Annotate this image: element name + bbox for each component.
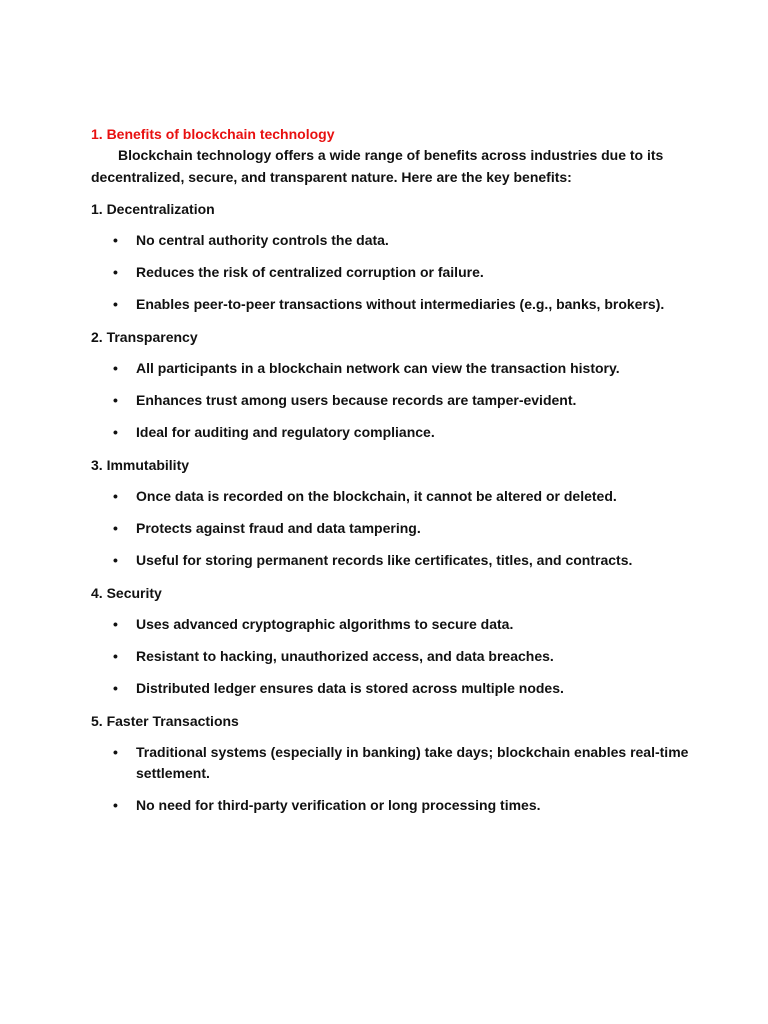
list-item — [91, 422, 691, 443]
bullet-list — [91, 230, 691, 315]
list-item-text: Enables peer-to-peer transactions without intermediaries (e.g., banks, brokers). — [136, 296, 665, 312]
list-item — [91, 230, 691, 251]
list-item-text: All participants in a blockchain network can view the transaction history. — [136, 360, 620, 376]
bullet-icon: • — [113, 680, 118, 696]
bullet-list — [91, 358, 691, 443]
bullet-icon: • — [113, 520, 118, 536]
bullet-icon: • — [113, 360, 118, 376]
list-item — [91, 742, 691, 784]
list-item — [91, 358, 691, 379]
bullet-icon: • — [113, 616, 118, 632]
list-item-text: Uses advanced cryptographic algorithms to secure data. — [136, 616, 514, 632]
section-title: 5. Faster Transactions — [91, 713, 239, 729]
list-item-text: Once data is recorded on the blockchain, it cannot be altered or deleted. — [136, 488, 617, 504]
bullet-icon: • — [113, 392, 118, 408]
list-item-text: No central authority controls the data. — [136, 232, 389, 248]
bullet-list — [91, 486, 691, 571]
list-item-text: Distributed ledger ensures data is stored across multiple nodes. — [136, 680, 564, 696]
list-item-text: Traditional systems (especially in banking) take days; blockchain enables real-time settlement. — [136, 744, 689, 781]
list-item — [91, 614, 691, 635]
bullet-icon: • — [113, 552, 118, 568]
list-item-text: Ideal for auditing and regulatory compliance. — [136, 424, 435, 440]
list-item — [91, 486, 691, 507]
list-item — [91, 646, 691, 667]
list-item-text: Enhances trust among users because records are tamper-evident. — [136, 392, 577, 408]
bullet-list — [91, 614, 691, 699]
list-item-text: Resistant to hacking, unauthorized access, and data breaches. — [136, 648, 554, 664]
section-title: 4. Security — [91, 585, 162, 601]
list-item-text: Protects against fraud and data tampering. — [136, 520, 421, 536]
bullet-icon: • — [113, 264, 118, 280]
list-item — [91, 390, 691, 411]
bullet-icon: • — [113, 232, 118, 248]
list-item-text: No need for third-party verification or long processing times. — [136, 797, 541, 813]
list-item-text: Useful for storing permanent records like certificates, titles, and contracts. — [136, 552, 633, 568]
intro-paragraph: Blockchain technology offers a wide range of benefits across industries due to its decentralized, secure, and transparent nature. Here are the key benefits: — [91, 147, 664, 185]
list-item — [91, 262, 691, 283]
sections-container — [91, 198, 691, 816]
bullet-list — [91, 742, 691, 816]
document-page — [91, 124, 691, 827]
section-title: 2. Transparency — [91, 329, 198, 345]
list-item — [91, 678, 691, 699]
list-item — [91, 795, 691, 816]
bullet-icon: • — [113, 797, 118, 813]
bullet-icon: • — [113, 424, 118, 440]
document-heading: 1. Benefits of blockchain technology — [91, 126, 335, 142]
list-item-text: Reduces the risk of centralized corruption or failure. — [136, 264, 484, 280]
list-item — [91, 518, 691, 539]
bullet-icon: • — [113, 488, 118, 504]
section-title: 1. Decentralization — [91, 201, 215, 217]
bullet-icon: • — [113, 744, 118, 760]
section-title: 3. Immutability — [91, 457, 190, 473]
bullet-icon: • — [113, 648, 118, 664]
bullet-icon: • — [113, 296, 118, 312]
list-item — [91, 294, 691, 315]
list-item — [91, 550, 691, 571]
